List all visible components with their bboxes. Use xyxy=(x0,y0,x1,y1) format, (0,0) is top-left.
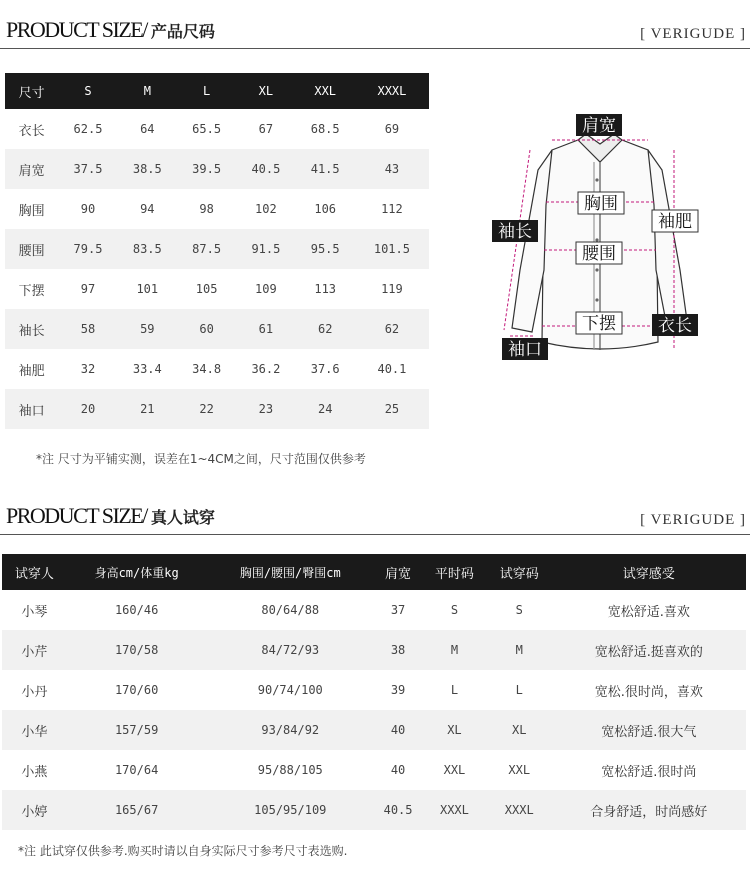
header-cell-size: XXXL xyxy=(355,73,429,109)
label-hem: 下摆 xyxy=(582,314,616,334)
table-cell: 37.6 xyxy=(310,362,340,376)
tryon-table xyxy=(2,554,746,830)
table-row xyxy=(2,630,746,670)
table-cell: 34.8 xyxy=(192,362,222,376)
table-cell: 84/72/93 xyxy=(206,630,374,670)
header-cell: 肩宽 xyxy=(374,554,422,590)
table-cell: 69 xyxy=(384,122,400,136)
label-chest: 胸围 xyxy=(584,194,618,214)
table-cell: 109 xyxy=(255,282,277,296)
header-cell: 试穿人 xyxy=(2,554,67,590)
tester-name: 小丹 xyxy=(21,684,48,700)
tester-feedback: 宽松舒适.喜欢 xyxy=(607,604,690,620)
label-sleeve-length: 袖长 xyxy=(498,222,532,242)
table-cell: 32 xyxy=(80,362,96,376)
header-cell: 平时码 xyxy=(422,554,487,590)
table-row xyxy=(2,670,746,710)
table-cell: 165/67 xyxy=(67,790,207,830)
table-cell: 60 xyxy=(177,309,236,349)
size-table xyxy=(5,73,429,429)
row-label: 衣长 xyxy=(18,123,45,139)
row-label: 肩宽 xyxy=(5,149,58,189)
table-cell: 90/74/100 xyxy=(257,683,323,697)
tester-feedback: 合身舒适，时尚感好 xyxy=(552,790,746,830)
table-cell: 22 xyxy=(177,389,236,429)
tester-name: 小华 xyxy=(2,710,67,750)
brand-label: [ VERIGUDE ] xyxy=(640,26,746,42)
table-cell: 64 xyxy=(140,122,155,136)
table-cell: 40 xyxy=(390,763,406,777)
table-cell: 102 xyxy=(255,202,277,216)
table-cell: 21 xyxy=(118,389,177,429)
table-cell: S xyxy=(450,603,459,617)
header-cell: 试穿码 xyxy=(487,554,552,590)
header-cell-size: XL xyxy=(236,73,295,109)
tester-name: 小婷 xyxy=(2,790,67,830)
label-sleeve-width: 袖肥 xyxy=(658,212,692,232)
table-cell: L xyxy=(450,683,459,697)
table-cell: 87.5 xyxy=(177,229,236,269)
row-label: 袖长 xyxy=(5,309,58,349)
table-cell: 95/88/105 xyxy=(257,763,323,777)
header-cell-size: L xyxy=(177,73,236,109)
table-cell: 39 xyxy=(390,683,406,697)
brand-label: [ VERIGUDE ] xyxy=(640,512,746,528)
tester-feedback: 宽松舒适.挺喜欢的 xyxy=(552,630,746,670)
table-cell: XXXL xyxy=(487,790,552,830)
tryon-table-header xyxy=(2,554,746,590)
table-cell: 41.5 xyxy=(296,149,355,189)
table-cell: 101 xyxy=(136,282,159,296)
table-row xyxy=(5,229,429,269)
table-cell: XL xyxy=(487,710,552,750)
table-row xyxy=(5,149,429,189)
header-cell-size: M xyxy=(118,73,177,109)
table-cell: S xyxy=(515,603,523,617)
row-label: 袖口 xyxy=(5,389,58,429)
table-row xyxy=(5,309,429,349)
table-cell: 80/64/88 xyxy=(261,603,320,617)
header-cell-size: S xyxy=(58,73,117,109)
row-label: 腰围 xyxy=(5,229,58,269)
title-cn: 产品尺码 xyxy=(150,22,215,41)
table-cell: 119 xyxy=(381,282,403,296)
table-cell: 67 xyxy=(258,122,274,136)
table-cell: 40.1 xyxy=(377,362,407,376)
tester-feedback: 宽松.很时尚，喜欢 xyxy=(594,684,703,700)
table-cell: 40.5 xyxy=(236,149,295,189)
table-cell: M xyxy=(487,630,552,670)
row-label: 下摆 xyxy=(18,283,45,299)
table-row xyxy=(5,389,429,429)
section-title xyxy=(6,17,215,43)
table-row xyxy=(5,189,429,229)
table-cell: 79.5 xyxy=(58,229,117,269)
table-cell: 62.5 xyxy=(73,122,103,136)
table-cell: 91.5 xyxy=(236,229,295,269)
row-label: 胸围 xyxy=(18,203,45,219)
table-cell: 105 xyxy=(195,282,218,296)
label-length: 衣长 xyxy=(658,316,692,336)
title-en: PRODUCT SIZE xyxy=(6,503,143,528)
table-cell: 170/58 xyxy=(67,630,207,670)
header-cell-dimension: 尺寸 xyxy=(5,73,58,109)
table-cell: 170/64 xyxy=(114,763,159,777)
table-cell: 90 xyxy=(80,202,96,216)
table-cell: 83.5 xyxy=(118,229,177,269)
table-cell: 112 xyxy=(381,202,403,216)
tester-feedback: 宽松舒适.很时尚 xyxy=(601,764,697,780)
table-cell: 37 xyxy=(390,603,406,617)
table-row xyxy=(5,269,429,309)
table-cell: XL xyxy=(422,710,487,750)
tester-feedback: 宽松舒适.很大气 xyxy=(552,710,746,750)
table-cell: 157/59 xyxy=(67,710,207,750)
table-row xyxy=(5,349,429,389)
table-cell: 59 xyxy=(118,309,177,349)
table-row xyxy=(2,710,746,750)
table-cell: 38 xyxy=(374,630,422,670)
tester-name: 小琴 xyxy=(21,604,48,620)
table-cell: 20 xyxy=(58,389,117,429)
table-cell: 62 xyxy=(296,309,355,349)
table-cell: XXL xyxy=(443,763,466,777)
tester-name: 小芹 xyxy=(2,630,67,670)
table-cell: 62 xyxy=(355,309,429,349)
header-cell: 试穿感受 xyxy=(552,554,746,590)
section-title xyxy=(6,503,215,529)
table-cell: 39.5 xyxy=(177,149,236,189)
header-cell: 身高cm/体重kg xyxy=(67,554,207,590)
label-waist: 腰围 xyxy=(582,244,616,264)
table-cell: 36.2 xyxy=(251,362,281,376)
table-cell: 40 xyxy=(374,710,422,750)
table-cell: 97 xyxy=(80,282,96,296)
table-cell: 58 xyxy=(58,309,117,349)
table-cell: 38.5 xyxy=(118,149,177,189)
table-cell: 101.5 xyxy=(355,229,429,269)
shirt-diagram xyxy=(490,110,710,370)
table-cell: 95.5 xyxy=(296,229,355,269)
table-cell: 68.5 xyxy=(310,122,340,136)
table-cell: 113 xyxy=(314,282,337,296)
table-cell: M xyxy=(422,630,487,670)
table-cell: 23 xyxy=(236,389,295,429)
table-cell: 40.5 xyxy=(374,790,422,830)
table-cell: 24 xyxy=(296,389,355,429)
row-label: 袖肥 xyxy=(18,363,45,379)
label-cuff: 袖口 xyxy=(508,340,542,360)
table-row xyxy=(2,790,746,830)
table-cell: 94 xyxy=(140,202,155,216)
section-header-size xyxy=(0,14,750,49)
table-cell: 61 xyxy=(236,309,295,349)
tester-name: 小燕 xyxy=(21,764,48,780)
table-cell: 98 xyxy=(199,202,214,216)
title-en: PRODUCT SIZE xyxy=(6,17,143,42)
table-row xyxy=(2,750,746,790)
table-cell: 43 xyxy=(355,149,429,189)
table-cell: 170/60 xyxy=(114,683,159,697)
title-cn: 真人试穿 xyxy=(150,508,215,527)
title-slash: / xyxy=(142,503,147,528)
tryon-note: *注 此试穿仅供参考.购买时请以自身实际尺寸参考尺寸表选购. xyxy=(18,844,348,858)
header-cell-size: XXL xyxy=(296,73,355,109)
table-cell: XXL xyxy=(508,763,531,777)
table-cell: 105/95/109 xyxy=(206,790,374,830)
table-cell: 65.5 xyxy=(192,122,222,136)
header-cell: 胸围/腰围/臀围cm xyxy=(206,554,374,590)
table-row xyxy=(5,109,429,149)
table-cell: L xyxy=(515,683,523,697)
table-cell: 25 xyxy=(355,389,429,429)
table-cell: 93/84/92 xyxy=(206,710,374,750)
table-cell: XXXL xyxy=(422,790,487,830)
table-cell: 106 xyxy=(314,202,337,216)
section-header-tryon xyxy=(0,500,750,535)
size-table-header xyxy=(5,73,429,109)
size-note: *注 尺寸为平铺实测，误差在1~4CM之间，尺寸范围仅供参考 xyxy=(36,452,366,466)
table-row xyxy=(2,590,746,630)
table-cell: 160/46 xyxy=(114,603,159,617)
title-slash: / xyxy=(142,17,147,42)
table-cell: 33.4 xyxy=(132,362,162,376)
label-shoulder: 肩宽 xyxy=(582,116,616,136)
table-cell: 37.5 xyxy=(58,149,117,189)
